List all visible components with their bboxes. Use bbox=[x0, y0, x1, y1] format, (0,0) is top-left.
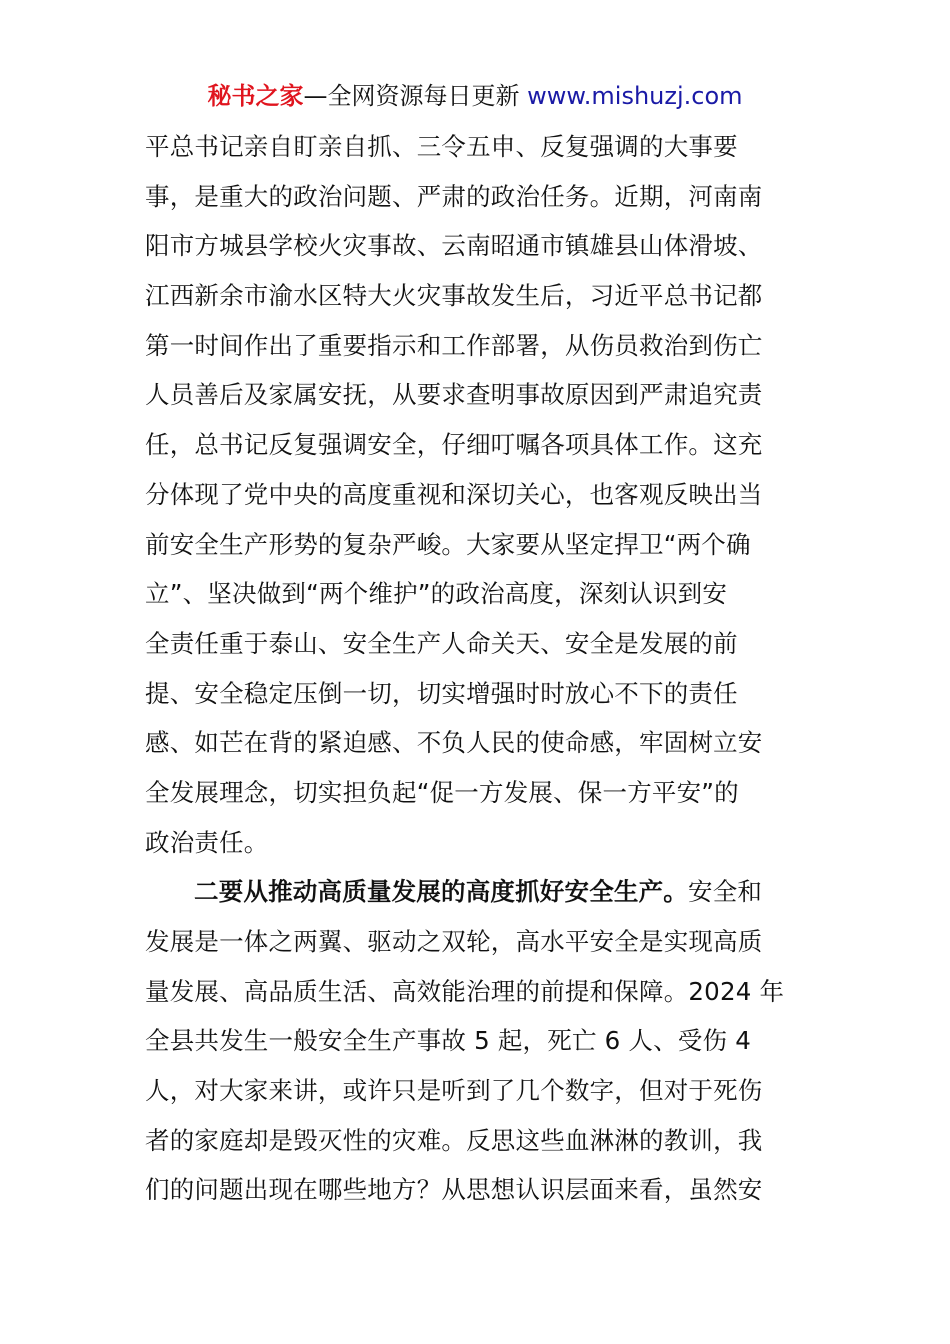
text-line: 阳市方城县学校火灾事故、云南昭通市镇雄县山体滑坡、 bbox=[145, 231, 763, 261]
text-line: 发展是一体之两翼、驱动之双轮，高水平安全是实现高质 bbox=[145, 927, 763, 956]
text-line: 全发展理念，切实担负起“促一方发展、保一方平安”的 bbox=[145, 777, 739, 807]
paragraph-1 bbox=[145, 122, 810, 867]
text-line: 江西新余市渝水区特大火灾事故发生后，习近平总书记都 bbox=[145, 281, 763, 311]
text-line: 提、安全稳定压倒一切，切实增强时时放心不下的责任 bbox=[145, 678, 738, 708]
text-line: 全县共发生一般安全生产事故 5 起，死亡 6 人、受伤 4 bbox=[145, 1026, 751, 1056]
brand-name: 秘书之家 bbox=[207, 82, 304, 110]
document-body bbox=[145, 122, 810, 1215]
text-line: 前安全生产形势的复杂严峻。大家要从坚定捍卫“两个确 bbox=[145, 529, 751, 559]
text-run: 安全和 bbox=[688, 877, 763, 907]
text-line: 者的家庭却是毁灭性的灾难。反思这些血淋淋的教训，我 bbox=[145, 1125, 763, 1155]
text-line: 们的问题出现在哪些地方？从思想认识层面来看，虽然安 bbox=[145, 1175, 763, 1205]
text-line: 政治责任。 bbox=[145, 827, 269, 857]
site-url-link[interactable]: www.mishuzj.com bbox=[527, 82, 743, 110]
text-line: 立”、坚决做到“两个维护”的政治高度，深刻认识到安 bbox=[145, 579, 728, 609]
text-line: 感、如芒在背的紧迫感、不负人民的使命感，牢固树立安 bbox=[145, 728, 763, 758]
text-line: 事，是重大的政治问题、严肃的政治任务。近期，河南南 bbox=[145, 181, 763, 211]
text-line: 分体现了党中央的高度重视和深切关心，也客观反映出当 bbox=[145, 479, 763, 509]
text-line: 人员善后及家属安抚，从要求查明事故原因到严肃追究责 bbox=[145, 380, 763, 410]
site-header bbox=[0, 78, 950, 114]
text-line: 人，对大家来讲，或许只是听到了几个数字，但对于死伤 bbox=[145, 1076, 763, 1106]
text-line: 任，总书记反复强调安全，仔细叮嘱各项具体工作。这充 bbox=[145, 430, 763, 460]
paragraph-2 bbox=[145, 867, 810, 1215]
text-line: 第一时间作出了重要指示和工作部署，从伤员救治到伤亡 bbox=[145, 330, 763, 360]
paragraph-first-line bbox=[145, 867, 810, 917]
section-heading: 二要从推动高质量发展的高度抓好安全生产。 bbox=[194, 877, 688, 907]
text-line: 量发展、高品质生活、高效能治理的前提和保障。2024 年 bbox=[145, 976, 785, 1006]
text-line: 全责任重于泰山、安全生产人命关天、安全是发展的前 bbox=[145, 628, 738, 658]
header-tagline: —全网资源每日更新 bbox=[303, 82, 528, 110]
text-line: 平总书记亲自盯亲自抓、三令五申、反复强调的大事要 bbox=[145, 132, 738, 161]
